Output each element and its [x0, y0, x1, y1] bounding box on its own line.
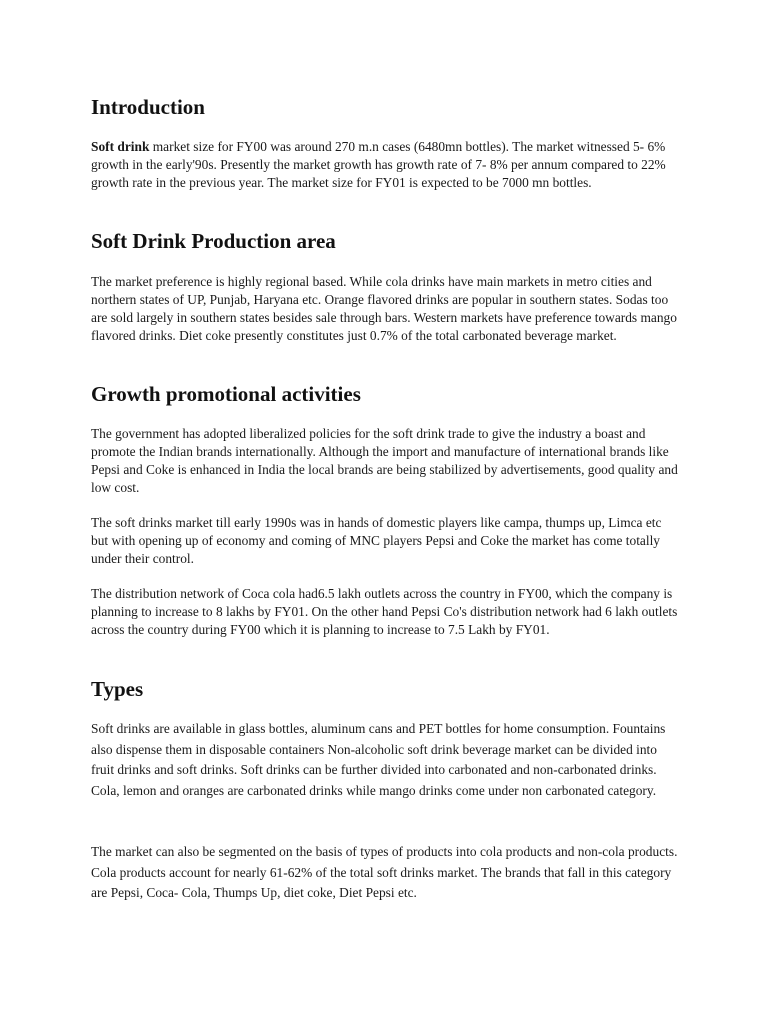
paragraph-production-area: The market preference is highly regional based. While cola drinks have main markets in metro cities and northern states of UP, Punjab, Haryana etc. Orange flavored drinks are popular in southern states. Sodas too are sold largely in southern states besides sale through bars. Western markets have preference towards mango flavored drinks. Diet coke presently constitutes just 0.7% of the total carbonated beverage market. [91, 274, 677, 343]
lead-term: Soft drink [91, 139, 150, 154]
heading-types: Types [91, 677, 144, 701]
paragraph-introduction-text: market size for FY00 was around 270 m.n cases (6480mn bottles). The market witnessed 5- 6% growth in the early'90s. Presently the market growth has growth rate of 7- 8% per annum compared to 22% growth rate in the previous year. The market size for FY01 is expected to be 7000 mn bottles. [91, 139, 666, 190]
paragraph-growth-2: The soft drinks market till early 1990s was in hands of domestic players like campa, thumps up, Limca etc but with opening up of economy and coming of MNC players Pepsi and Coke the market has come totally under their control. [91, 515, 662, 566]
paragraph-growth-3: The distribution network of Coca cola had6.5 lakh outlets across the country in FY00, which the company is planning to increase to 8 lakhs by FY01. On the other hand Pepsi Co's distribution network had 6 lakh outlets across the country during FY00 which it is planning to increase to 7.5 Lakh by FY01. [91, 586, 678, 637]
paragraph-types-2: The market can also be segmented on the basis of types of products into cola products and non-cola products. Cola products account for nearly 61-62% of the total soft drinks market. The brands that fall in this category are Pepsi, Coca- Cola, Thumps Up, diet coke, Diet Pepsi etc. [91, 844, 678, 900]
heading-introduction: Introduction [91, 95, 205, 119]
heading-production-area: Soft Drink Production area [91, 229, 336, 253]
paragraph-types-1: Soft drinks are available in glass bottles, aluminum cans and PET bottles for home consumption. Fountains also dispense them in disposable containers Non-alcoholic soft drink beverage market can be divided into fruit drinks and soft drinks. Soft drinks can be further divided into carbonated and non-carbonated drinks. Cola, lemon and oranges are carbonated drinks while mango drinks come under non carbonated category. [91, 721, 666, 798]
heading-growth: Growth promotional activities [91, 382, 361, 406]
paragraph-introduction [91, 138, 681, 192]
paragraph-growth-1: The government has adopted liberalized policies for the soft drink trade to give the industry a boast and promote the Indian brands internationally. Although the import and manufacture of international brands like Pepsi and Coke is enhanced in India the local brands are being stabilized by advertisements, good quality and low cost. [91, 426, 678, 495]
